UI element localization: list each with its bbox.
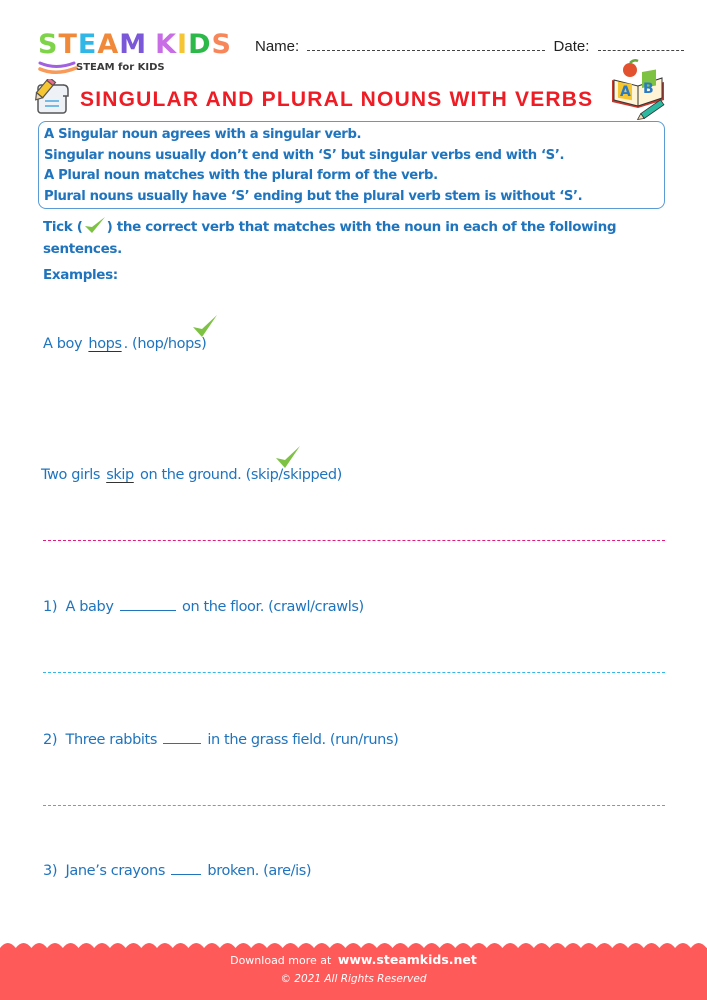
question-divider	[43, 805, 665, 806]
rule-line: Singular nouns usually don’t end with ‘S’ but singular verbs end with ‘S’.	[44, 147, 565, 163]
rule-line: A Singular noun agrees with a singular verb.	[44, 127, 362, 142]
question-text: Three rabbits	[65, 732, 157, 748]
example-answer: skip	[106, 467, 134, 483]
example-answer: hops	[88, 336, 122, 352]
answer-blank[interactable]	[163, 743, 201, 744]
logo-tagline: STEAM for KIDS	[76, 62, 165, 73]
logo-letter: S	[211, 29, 232, 60]
examples-label: Examples:	[43, 267, 118, 283]
svg-text:A: A	[620, 84, 631, 100]
rule-line: Plural nouns usually have ‘S’ ending but the plural verb stem is without ‘S’.	[44, 188, 583, 204]
svg-text:B: B	[643, 81, 654, 97]
example-sentence-1	[43, 336, 206, 352]
question-3	[43, 863, 311, 879]
example-text: Two girls	[41, 467, 105, 483]
example-text: on the ground. (skip/skipped)	[135, 467, 342, 483]
instruction-after: ) the correct verb that matches with the noun in each of the following sentences.	[43, 219, 617, 257]
question-2	[43, 732, 398, 748]
question-text: broken. (are/is)	[207, 863, 312, 879]
logo-letter: M	[119, 29, 148, 60]
name-label: Name:	[255, 38, 300, 55]
name-field[interactable]	[307, 50, 545, 51]
checkmark-icon	[275, 445, 301, 471]
question-text: in the grass field. (run/runs)	[207, 732, 399, 748]
footer-download	[0, 952, 707, 967]
answer-blank[interactable]	[171, 874, 201, 875]
logo-swoosh-icon	[38, 60, 78, 76]
question-text: on the floor. (crawl/crawls)	[181, 599, 364, 615]
checkmark-icon	[192, 314, 218, 340]
instruction-before: Tick (	[43, 219, 83, 235]
question-number: 3)	[43, 863, 58, 879]
question-divider	[43, 672, 665, 673]
instruction-text	[43, 215, 673, 260]
logo-letter: K	[155, 29, 178, 60]
answer-blank[interactable]	[120, 610, 176, 611]
date-label: Date:	[553, 38, 590, 55]
rules-box	[38, 121, 665, 209]
question-1	[43, 599, 364, 615]
question-number: 1)	[43, 599, 58, 615]
checkmark-icon	[83, 215, 107, 235]
footer-copyright: © 2021 All Rights Reserved	[280, 973, 427, 985]
logo-letter: E	[77, 29, 98, 60]
example-text: A boy	[43, 336, 87, 352]
footer-link[interactable]: www.steamkids.net	[337, 952, 477, 967]
question-text: A baby	[65, 599, 114, 615]
logo-letter: D	[188, 29, 212, 60]
steam-kids-logo	[38, 30, 238, 75]
section-divider	[43, 540, 665, 541]
abc-book-icon	[608, 58, 670, 120]
question-number: 2)	[43, 732, 58, 748]
date-field[interactable]	[598, 50, 684, 51]
question-text: Jane’s crayons	[65, 863, 165, 879]
example-text: . (hop/hops)	[123, 336, 207, 352]
rule-line: A Plural noun matches with the plural form of the verb.	[44, 168, 438, 183]
logo-letter: S	[38, 29, 59, 60]
logo-wordmark	[38, 30, 232, 60]
logo-letter: A	[97, 29, 120, 60]
logo-letter: T	[58, 29, 78, 60]
name-date-row	[255, 38, 688, 55]
download-text: Download more at	[230, 954, 332, 967]
pencil-paper-icon	[33, 79, 73, 117]
logo-letter: I	[177, 29, 189, 60]
worksheet-title: SINGULAR AND PLURAL NOUNS WITH VERBS	[80, 88, 594, 111]
